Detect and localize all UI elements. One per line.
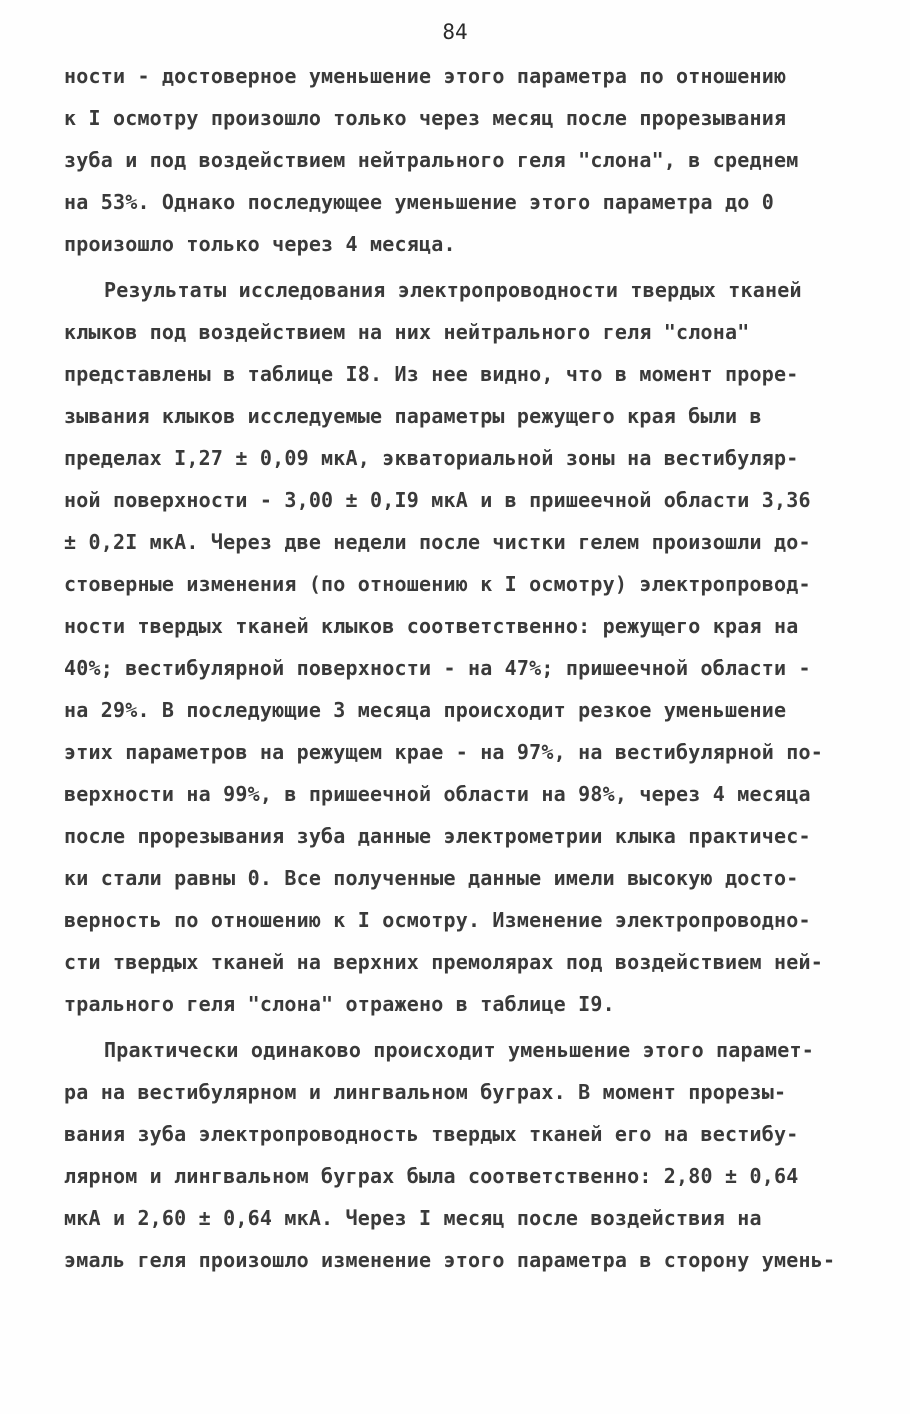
text-line: верность по отношению к I осмотру. Изменение электропроводно-: [64, 908, 811, 932]
page-number: 84: [442, 20, 468, 44]
text-line: после прорезывания зуба данные электрометрии клыка практичес-: [64, 824, 811, 848]
text-line: произошло только через 4 месяца.: [64, 232, 456, 256]
text-line: зывания клыков исследуемые параметры режущего края были в: [64, 404, 762, 428]
text-line: на 53%. Однако последующее уменьшение этого параметра до 0: [64, 190, 774, 214]
text-line: ности твердых тканей клыков соответственно: режущего края на: [64, 614, 799, 638]
text-line: этих параметров на режущем крае - на 97%, на вестибулярной по-: [64, 740, 823, 764]
text-line: эмаль геля произошло изменение этого параметра в сторону умень-: [64, 1248, 836, 1272]
text-line: к I осмотру произошло только через месяц после прорезывания: [64, 106, 787, 130]
text-line: 40%; вестибулярной поверхности - на 47%; пришеечной области -: [64, 656, 811, 680]
text-line: ± 0,2I мкА. Через две недели после чистки гелем произошли до-: [64, 530, 811, 554]
text-line: зуба и под воздействием нейтрального геля "слона", в среднем: [64, 148, 799, 172]
text-line: мкА и 2,60 ± 0,64 мкА. Через I месяц после воздействия на: [64, 1206, 762, 1230]
text-line: на 29%. В последующие 3 месяца происходит резкое уменьшение: [64, 698, 787, 722]
text-line: ра на вестибулярном и лингвальном буграх. В момент прорезы-: [64, 1080, 787, 1104]
text-line: трального геля "слона" отражено в таблице I9.: [64, 992, 615, 1016]
text-line: ности - достоверное уменьшение этого параметра по отношению: [64, 64, 787, 88]
text-line: верхности на 99%, в пришеечной области на 98%, через 4 месяца: [64, 782, 811, 806]
text-line: сти твердых тканей на верхних премолярах под воздействием ней-: [64, 950, 823, 974]
text-line: лярном и лингвальном буграх была соответственно: 2,80 ± 0,64: [64, 1164, 799, 1188]
text-line: пределах I,27 ± 0,09 мкА, экваториальной зоны на вестибуляр-: [64, 446, 799, 470]
text-line: клыков под воздействием на них нейтрального геля "слона": [64, 320, 750, 344]
paragraph-start-line: Практически одинаково происходит уменьшение этого парамет-: [104, 1038, 814, 1062]
text-line: ки стали равны 0. Все полученные данные имели высокую досто-: [64, 866, 799, 890]
text-line: ной поверхности - 3,00 ± 0,I9 мкА и в пришеечной области 3,36: [64, 488, 811, 512]
text-line: стоверные изменения (по отношению к I осмотру) электропровод-: [64, 572, 811, 596]
text-line: представлены в таблице I8. Из нее видно, что в момент проре-: [64, 362, 799, 386]
paragraph-start-line: Результаты исследования электропроводности твердых тканей: [104, 278, 802, 302]
text-line: вания зуба электропроводность твердых тканей его на вестибу-: [64, 1122, 799, 1146]
